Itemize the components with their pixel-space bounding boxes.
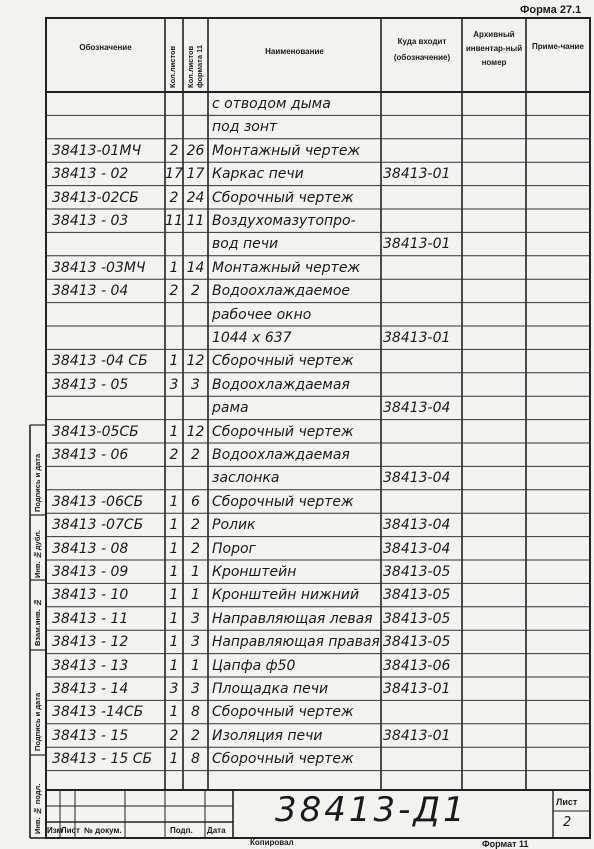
cell-count2: 11 bbox=[186, 213, 205, 229]
cell-count2: 14 bbox=[186, 259, 205, 276]
cell-designation: 38413 -04 СБ bbox=[52, 353, 148, 370]
cell-designation: 38413 - 08 bbox=[52, 540, 129, 557]
cell-where: 38413-01 bbox=[383, 681, 451, 697]
cell-count2: 12 bbox=[186, 353, 205, 370]
footer-format: Формат 11 bbox=[482, 839, 529, 849]
side-label-inv-orig: Инв. № подл. bbox=[33, 783, 42, 834]
cell-count1: 2 bbox=[169, 447, 179, 463]
tb-list: Лист bbox=[61, 826, 80, 835]
header-name: Наименование bbox=[265, 47, 324, 56]
cell-where: 38413-06 bbox=[383, 657, 451, 674]
cell-where: 38413-01 bbox=[383, 727, 451, 744]
header-where-used: Куда входит (обозначение) bbox=[393, 37, 451, 62]
tb-sheet-number: 2 bbox=[563, 815, 572, 830]
cell-count2: 8 bbox=[191, 704, 200, 721]
cell-count2: 2 bbox=[191, 283, 200, 300]
cell-count1: 1 bbox=[169, 657, 179, 674]
cell-name: Кронштейн bbox=[212, 564, 297, 580]
cell-count1: 1 bbox=[169, 610, 179, 627]
cell-name: вод печи bbox=[212, 236, 279, 253]
cell-designation: 38413-05СБ bbox=[52, 423, 139, 440]
side-label-sign-date-bottom: Подпись и дата bbox=[33, 692, 42, 751]
cell-designation: 38413 - 13 bbox=[52, 657, 129, 674]
cell-count1: 2 bbox=[169, 142, 179, 159]
cell-count2: 1 bbox=[191, 564, 200, 580]
cell-count2: 2 bbox=[191, 517, 200, 534]
cell-name: Цапфа ф50 bbox=[212, 657, 296, 674]
cell-name: Водоохлаждаемая bbox=[212, 376, 350, 393]
cell-where: 38413-01 bbox=[383, 330, 451, 346]
cell-designation: 38413 - 05 bbox=[52, 376, 129, 393]
cell-count1: 3 bbox=[169, 681, 179, 697]
tb-data: Дата bbox=[207, 826, 226, 835]
cell-name: Направляющая левая bbox=[212, 610, 373, 627]
cell-count1: 1 bbox=[169, 704, 179, 721]
cell-name: под зонт bbox=[212, 119, 278, 136]
cell-count2: 24 bbox=[186, 189, 205, 206]
tb-doc-no: № докум. bbox=[84, 826, 122, 835]
cell-count2: 2 bbox=[191, 447, 200, 463]
cell-name: Каркас печи bbox=[212, 166, 304, 183]
cell-name: Кронштейн нижний bbox=[212, 587, 360, 604]
cell-where: 38413-04 bbox=[383, 470, 451, 487]
cell-count2: 1 bbox=[191, 657, 200, 674]
cell-count1: 1 bbox=[169, 540, 179, 557]
cell-designation: 38413-01МЧ bbox=[52, 142, 142, 159]
cell-designation: 38413 - 11 bbox=[52, 610, 129, 627]
side-label-sign-date-top: Подпись и дата bbox=[33, 453, 42, 512]
cell-designation: 38413 - 15 СБ bbox=[52, 751, 153, 768]
cell-count1: 2 bbox=[169, 283, 179, 300]
header-designation: Обозначение bbox=[79, 43, 132, 52]
cell-name: Площадка печи bbox=[212, 681, 329, 697]
cell-count2: 17 bbox=[186, 166, 205, 183]
cell-name: Порог bbox=[212, 540, 256, 557]
header-archive: Архивный инвентар-ный номер bbox=[465, 30, 523, 67]
cell-count1: 2 bbox=[169, 727, 179, 744]
cell-count2: 12 bbox=[186, 423, 205, 440]
cell-count1: 1 bbox=[169, 353, 179, 370]
cell-name: Сборочный чертеж bbox=[212, 353, 354, 370]
cell-designation: 38413 - 03 bbox=[52, 213, 129, 229]
header-sheets-format11: Кол.листов формата 11 bbox=[186, 44, 204, 88]
cell-count2: 3 bbox=[191, 610, 200, 627]
cell-count1: 1 bbox=[169, 587, 179, 604]
side-label-vzam-inv: Взам.инв. № bbox=[33, 598, 42, 646]
cell-name: с отводом дыма bbox=[212, 96, 331, 112]
cell-count1: 2 bbox=[169, 189, 179, 206]
cell-count1: 17 bbox=[165, 166, 183, 183]
cell-name: 1044 х 637 bbox=[212, 330, 292, 346]
cell-name: Водоохлаждаемое bbox=[212, 283, 351, 300]
cell-count1: 11 bbox=[165, 213, 183, 229]
cell-designation: 38413 - 09 bbox=[52, 564, 129, 580]
cell-name: Изоляция печи bbox=[212, 727, 323, 744]
cell-count2: 3 bbox=[191, 681, 200, 697]
cell-designation: 38413 - 06 bbox=[52, 447, 129, 463]
cell-name: Сборочный чертеж bbox=[212, 751, 354, 768]
cell-count2: 6 bbox=[191, 493, 200, 510]
cell-count2: 26 bbox=[186, 142, 205, 159]
cell-count2: 2 bbox=[191, 727, 200, 744]
cell-designation: 38413 - 12 bbox=[52, 634, 129, 651]
cell-count1: 3 bbox=[169, 376, 179, 393]
cell-where: 38413-04 bbox=[383, 517, 451, 534]
document-code: 38413-Д1 bbox=[275, 790, 468, 830]
cell-designation: 38413 -06СБ bbox=[52, 493, 144, 510]
cell-count2: 8 bbox=[191, 751, 200, 768]
cell-where: 38413-04 bbox=[383, 400, 451, 417]
side-label-inv-dupl: Инв. №дубл. bbox=[33, 529, 42, 578]
cell-where: 38413-05 bbox=[383, 610, 451, 627]
cell-name: Монтажный чертеж bbox=[212, 142, 361, 159]
cell-designation: 38413 - 10 bbox=[52, 587, 129, 604]
cell-name: заслонка bbox=[212, 470, 280, 487]
cell-count1: 1 bbox=[169, 751, 179, 768]
cell-name: рама bbox=[212, 400, 249, 417]
header-sheets-count: Кол.листов bbox=[168, 45, 177, 88]
cell-count2: 3 bbox=[191, 634, 200, 651]
cell-designation: 38413 -07СБ bbox=[52, 517, 144, 534]
cell-count1: 1 bbox=[169, 493, 179, 510]
cell-where: 38413-05 bbox=[383, 564, 451, 580]
cell-where: 38413-05 bbox=[383, 587, 451, 604]
cell-name: Сборочный чертеж bbox=[212, 423, 354, 440]
cell-count1: 1 bbox=[169, 517, 179, 534]
footer-copied: Копировал bbox=[250, 838, 294, 847]
cell-name: Монтажный чертеж bbox=[212, 259, 361, 276]
tb-podp: Подп. bbox=[170, 826, 193, 835]
cell-designation: 38413 - 15 bbox=[52, 727, 129, 744]
cell-name: Водоохлаждаемая bbox=[212, 447, 350, 463]
cell-name: Сборочный чертеж bbox=[212, 189, 354, 206]
cell-count2: 2 bbox=[191, 540, 200, 557]
cell-count1: 1 bbox=[169, 423, 179, 440]
cell-where: 38413-05 bbox=[383, 634, 451, 651]
cell-count2: 3 bbox=[191, 376, 200, 393]
cell-name: Направляющая правая bbox=[212, 634, 380, 651]
cell-count1: 1 bbox=[169, 634, 179, 651]
cell-name: рабочее окно bbox=[212, 306, 312, 323]
cell-count1: 1 bbox=[169, 564, 179, 580]
cell-count2: 1 bbox=[191, 587, 200, 604]
cell-designation: 38413 - 14 bbox=[52, 681, 129, 697]
cell-name: Воздухомазутопро- bbox=[212, 213, 356, 229]
cell-designation: 38413-02СБ bbox=[52, 189, 139, 206]
cell-where: 38413-01 bbox=[383, 166, 451, 183]
cell-where: 38413-04 bbox=[383, 540, 451, 557]
cell-count1: 1 bbox=[169, 259, 179, 276]
cell-designation: 38413 -03МЧ bbox=[52, 259, 146, 276]
cell-name: Сборочный чертеж bbox=[212, 493, 354, 510]
cell-name: Ролик bbox=[212, 517, 256, 534]
form-label: Форма 27.1 bbox=[520, 4, 582, 16]
cell-designation: 38413 -14СБ bbox=[52, 704, 144, 721]
tb-izm: Изм bbox=[47, 826, 63, 835]
cell-designation: 38413 - 02 bbox=[52, 166, 129, 183]
header-note: Приме-чание bbox=[532, 42, 584, 51]
cell-name: Сборочный чертеж bbox=[212, 704, 354, 721]
cell-where: 38413-01 bbox=[383, 236, 451, 253]
tb-sheet-label: Лист bbox=[556, 797, 578, 807]
cell-designation: 38413 - 04 bbox=[52, 283, 129, 300]
